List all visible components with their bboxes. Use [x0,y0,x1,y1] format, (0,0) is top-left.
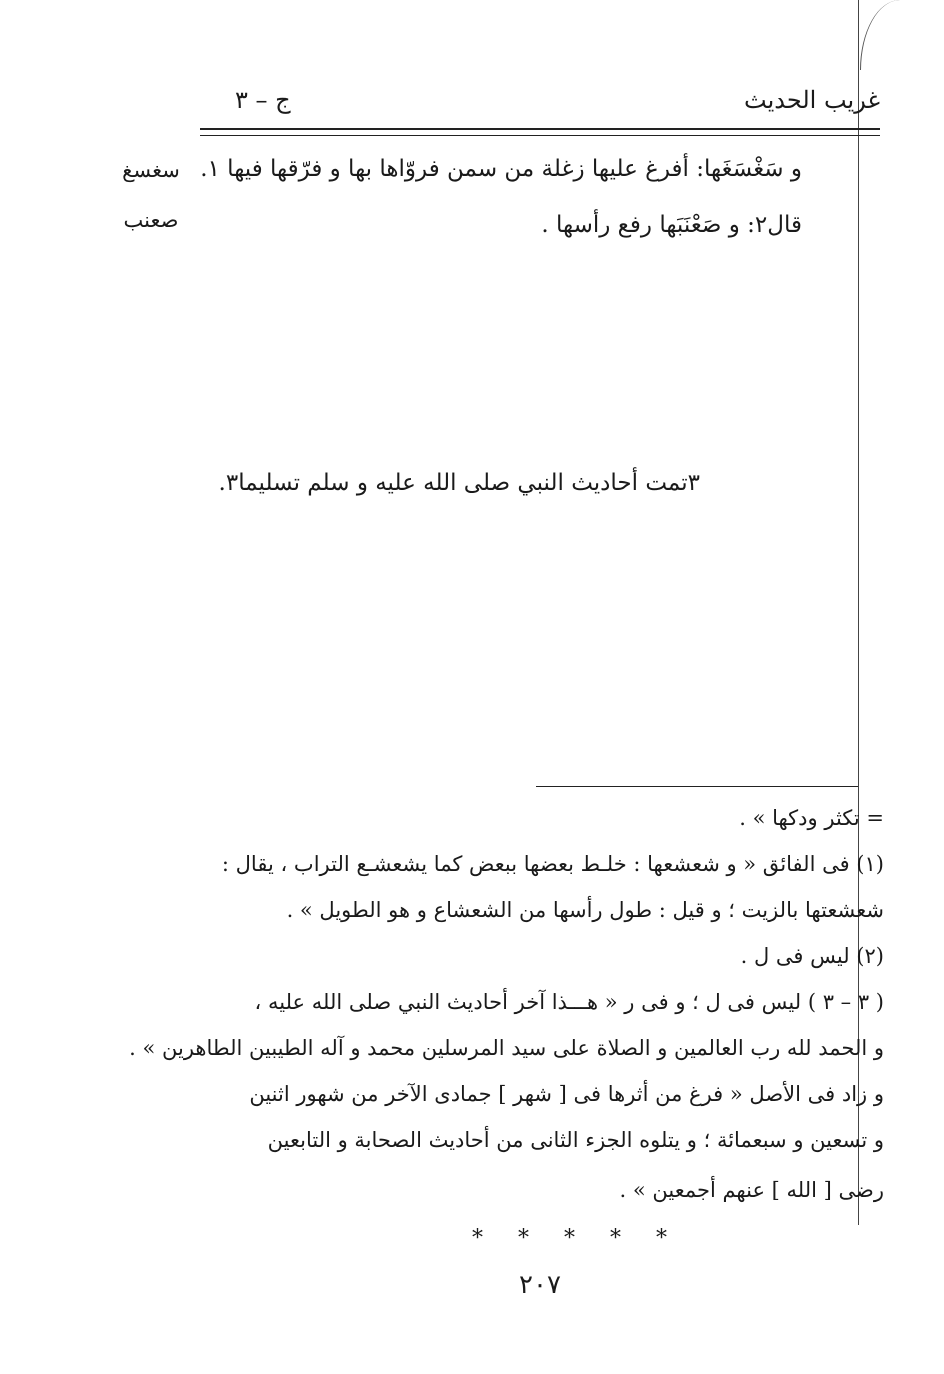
header-double-rule [200,128,880,136]
body-line: قال٢: و صَعْنَبَها رفع رأسها . [541,212,802,238]
closing-statement: ٣تمت أحاديث النبي صلى الله عليه و سلم تسليما٣. [218,470,700,496]
footnote-line: = تكثر ودكها » . [739,806,884,830]
page-number: ٢٠٧ [519,1270,561,1300]
footnote-line: ( ٣ – ٣ ) ليس فى ل ؛ و فى ر « هـــذا آخر أحاديث النبي صلى الله عليه ، [254,990,884,1014]
running-header-volume: ج – ٣ [235,86,291,114]
footnote-line: (٢) ليس فى ل . [740,944,884,968]
running-header-title: غريب الحديث [744,86,880,114]
footnote-line: و تسعين و سبعمائة ؛ و يتلوه الجزء الثانى من أحاديث الصحابة و التابعين [267,1128,884,1152]
body-line: و سَغْسَغَها: أفرغ عليها زغلة من سمن فروّاها بها و فرّقها فيها ١. [200,156,802,182]
section-end-ornament: * * * * * [472,1226,681,1251]
footnote-line: (١) فى الفائق « و شعشعها : خلـط بعضها ببعض كما يشعشـع التراب ، يقال : [221,852,884,876]
scan-artifact-curve [860,0,901,70]
footnote-line: شعشعتها بالزيت ؛ و قيل : طول رأسها من الشعشاع و هو الطويل » . [286,898,884,922]
footnote-line: و زاد فى الأصل « فرغ من أثرها فى [ شهر ] جمادى الآخر من شهور اثنين [249,1082,884,1106]
footnote-line: و الحمد لله رب العالمين و الصلاة على سيد المرسلين محمد و آله الطيبين الطاهرين » . [129,1036,884,1060]
margin-keyword: صعنب [123,208,179,232]
footnote-separator [536,786,858,787]
margin-keyword: سغسغ [122,158,180,182]
footnote-line: رضى [ الله ] عنهم أجمعين » . [619,1178,884,1202]
